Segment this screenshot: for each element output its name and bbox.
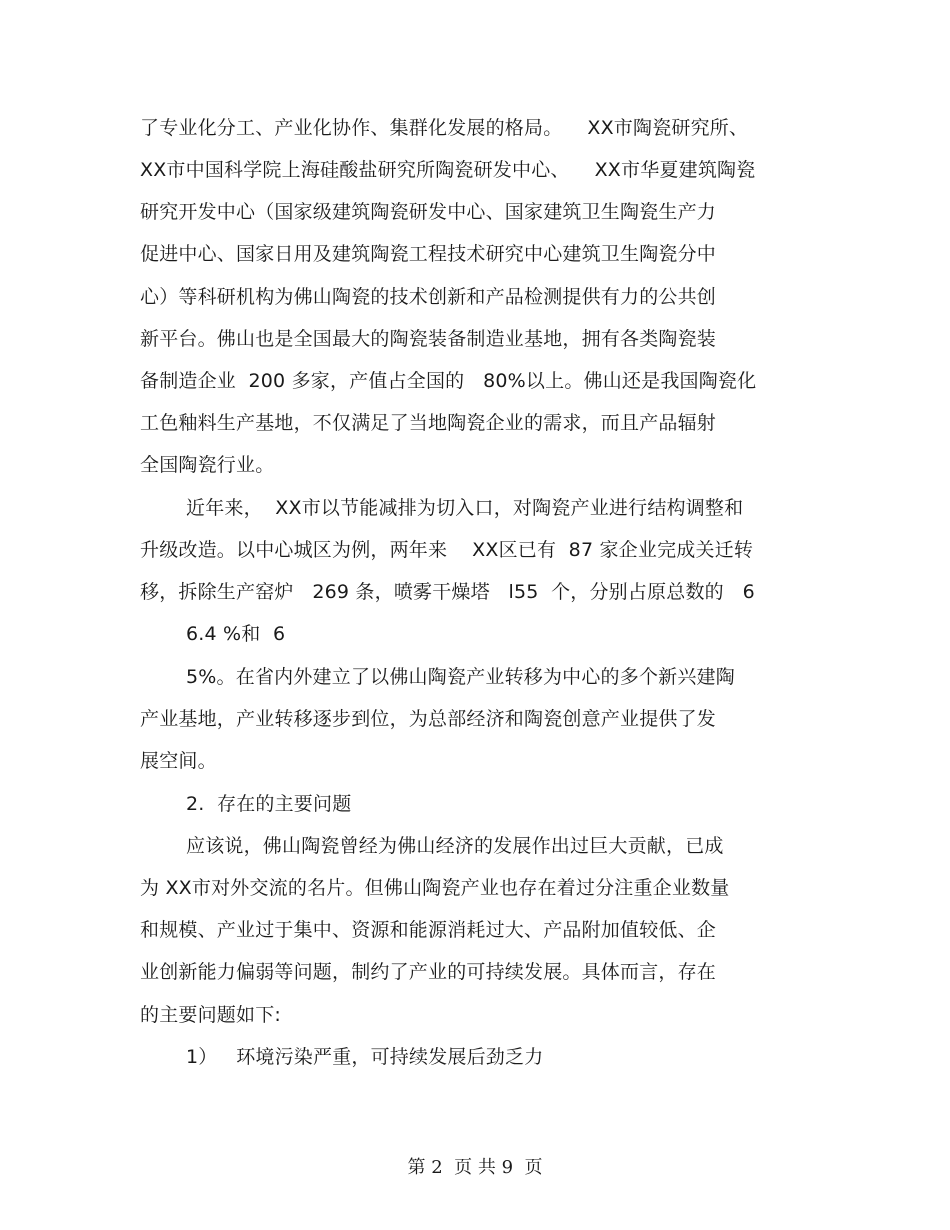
page-footer: 第 2 页 共 9 页 bbox=[407, 1157, 543, 1178]
text-line: 为 XX市对外交流的名片。但佛山陶瓷产业也存在着过分注重企业数量 bbox=[140, 877, 730, 899]
text-line: 新平台。佛山也是全国最大的陶瓷装备制造业基地，拥有各类陶瓷装 bbox=[140, 328, 717, 350]
text-line: 展空间。 bbox=[140, 750, 217, 772]
text-line: 工色釉料生产基地，不仅满足了当地陶瓷企业的需求，而且产品辐射 bbox=[140, 412, 717, 434]
paragraph-first-line: 应该说，佛山陶瓷曾经为佛山经济的发展作出过巨大贡献，已成 bbox=[186, 835, 724, 857]
text-line: 心）等科研机构为佛山陶瓷的技术创新和产品检测提供有力的公共创 bbox=[140, 286, 717, 308]
text-line: 业创新能力偏弱等问题，制约了产业的可持续发展。具体而言，存在 bbox=[140, 961, 717, 983]
subsection-heading: 1） 环境污染严重，可持续发展后劲乏力 bbox=[186, 1046, 544, 1068]
text-line: 6.4 %和 6 bbox=[186, 623, 286, 645]
text-line: 备制造企业 200 多家，产值占全国的 80%以上。佛山还是我国陶瓷化 bbox=[140, 370, 757, 392]
text-line: XX市中国科学院上海硅酸盐研究所陶瓷研发中心、 XX市华夏建筑陶瓷 bbox=[140, 159, 756, 181]
text-line: 促进中心、国家日用及建筑陶瓷工程技术研究中心建筑卫生陶瓷分中 bbox=[140, 243, 717, 265]
paragraph-first-line: 近年来， XX市以节能减排为切入口，对陶瓷产业进行结构调整和 bbox=[186, 497, 744, 519]
text-line: 了专业化分工、产业化协作、集群化发展的格局。 XX市陶瓷研究所、 bbox=[140, 117, 749, 139]
text-line: 全国陶瓷行业。 bbox=[140, 454, 275, 476]
text-line: 升级改造。以中心城区为例，两年来 XX区已有 87 家企业完成关迁转 bbox=[140, 539, 754, 561]
section-heading: 2. 存在的主要问题 bbox=[186, 793, 352, 815]
paragraph-first-line: 5%。在省内外建立了以佛山陶瓷产业转移为中心的多个新兴建陶 bbox=[186, 666, 735, 688]
text-line: 和规模、产业过于集中、资源和能源消耗过大、产品附加值较低、企 bbox=[140, 919, 717, 941]
text-line: 产业基地，产业转移逐步到位，为总部经济和陶瓷创意产业提供了发 bbox=[140, 708, 717, 730]
text-line: 移，拆除生产窑炉 269 条，喷雾干燥塔 l55 个，分别占原总数的 6 bbox=[140, 581, 755, 603]
text-line: 研究开发中心（国家级建筑陶瓷研发中心、国家建筑卫生陶瓷生产力 bbox=[140, 201, 717, 223]
text-line: 的主要问题如下: bbox=[140, 1004, 282, 1026]
